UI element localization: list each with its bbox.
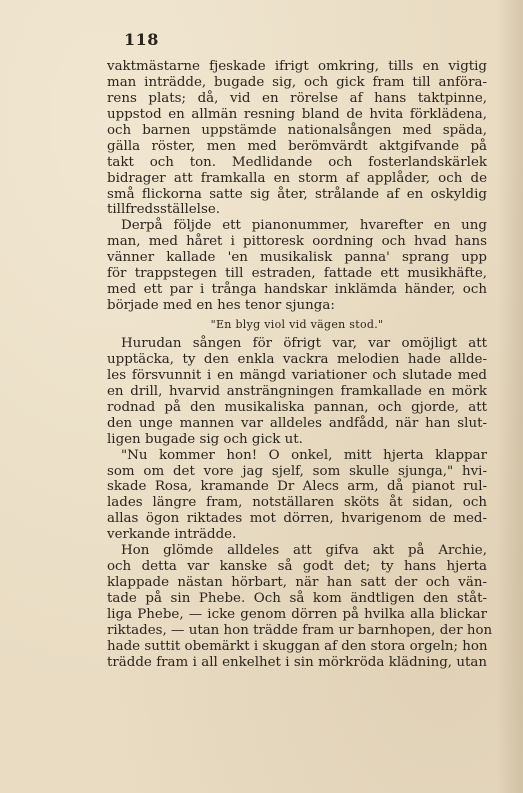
text-line: tillfredsställelse. (107, 202, 221, 218)
text-line: för trappstegen till estraden, fattade ett musikhäfte, (107, 266, 487, 282)
text-line: uppstod en allmän resning bland de hvita förklädena, (107, 106, 487, 122)
text-line: med ett par i trånga handskar inklämda händer, och (107, 282, 487, 298)
text-line: som om det vore jag sjelf, som skulle sjunga," hvi- (107, 463, 487, 479)
text-line: man inträdde, bugade sig, och gick fram till anföra- (107, 74, 487, 90)
text-line: gälla röster, men med berömvärdt aktgifvande på (107, 138, 487, 154)
text-line: takt och ton. Medlidande och fosterlandskärlek (107, 154, 487, 170)
text-line: liga Phebe, — icke genom dörren på hvilka alla blickar (107, 606, 487, 622)
text-line: rodnad på den musikaliska pannan, och gjorde, att (107, 399, 487, 415)
text-line: bidrager att framkalla en storm af applåder, och de (107, 170, 487, 186)
text-line: Hon glömde alldeles att gifva akt på Archie, (121, 543, 487, 559)
text-line: små flickorna satte sig åter, strålande af en oskyldig (107, 186, 487, 202)
song-title-quote: "En blyg viol vid vägen stod." (210, 318, 384, 331)
text-line: "Nu kommer hon! O onkel, mitt hjerta klappar (121, 447, 487, 463)
text-line: en drill, hvarvid ansträngningen framkallade en mörk (107, 383, 487, 399)
text-line: den unge mannen var alldeles andfådd, när han slut- (107, 415, 487, 431)
text-line: verkande inträdde. (107, 527, 237, 543)
text-line: hade suttit obemärkt i skuggan af den stora orgeln; hon (107, 638, 488, 654)
text-line: ligen bugade sig och gick ut. (107, 431, 303, 447)
text-line: man, med håret i pittoresk oordning och hvad hans (107, 234, 487, 250)
text-line: riktades, — utan hon trädde fram ur barnhopen, der hon (107, 622, 493, 638)
text-line: upptäcka, ty den enkla vackra melodien hade allde- (107, 351, 487, 367)
text-line: vänner kallade 'en musikalisk panna' sprang upp (107, 250, 487, 266)
text-line: lades längre fram, notställaren sköts åt sidan, och (107, 495, 487, 511)
text-line: började med en hes tenor sjunga: (107, 298, 335, 314)
text-line: Hurudan sången för öfrigt var, var omöjligt att (121, 336, 487, 351)
text-line: tade på sin Phebe. Och så kom ändtligen den ståt- (107, 591, 487, 606)
text-line: klappade nästan hörbart, när han satt der och vän- (107, 575, 487, 591)
text-line: rens plats; då, vid en rörelse af hans taktpinne, (107, 90, 487, 106)
text-line: les försvunnit i en mängd variationer och slutade med (107, 367, 487, 383)
text-line: Derpå följde ett pianonummer, hvarefter en ung (121, 218, 487, 234)
text-line: och detta var kanske så godt det; ty hans hjerta (107, 559, 487, 575)
text-line: skade Rosa, kramande Dr Alecs arm, då pianot rul- (107, 479, 487, 495)
page-edge-shadow (497, 0, 523, 793)
text-line: vaktmästarne fjeskade ifrigt omkring, tills en vigtig (107, 59, 487, 74)
body-text (107, 59, 493, 671)
text-line: trädde fram i all enkelhet i sin mörkröda klädning, utan (107, 654, 487, 670)
text-line: och barnen uppstämde nationalsången med späda, (107, 122, 487, 138)
page-number: 118 (124, 30, 159, 49)
text-line: allas ögon riktades mot dörren, hvarigenom de med- (107, 511, 487, 527)
